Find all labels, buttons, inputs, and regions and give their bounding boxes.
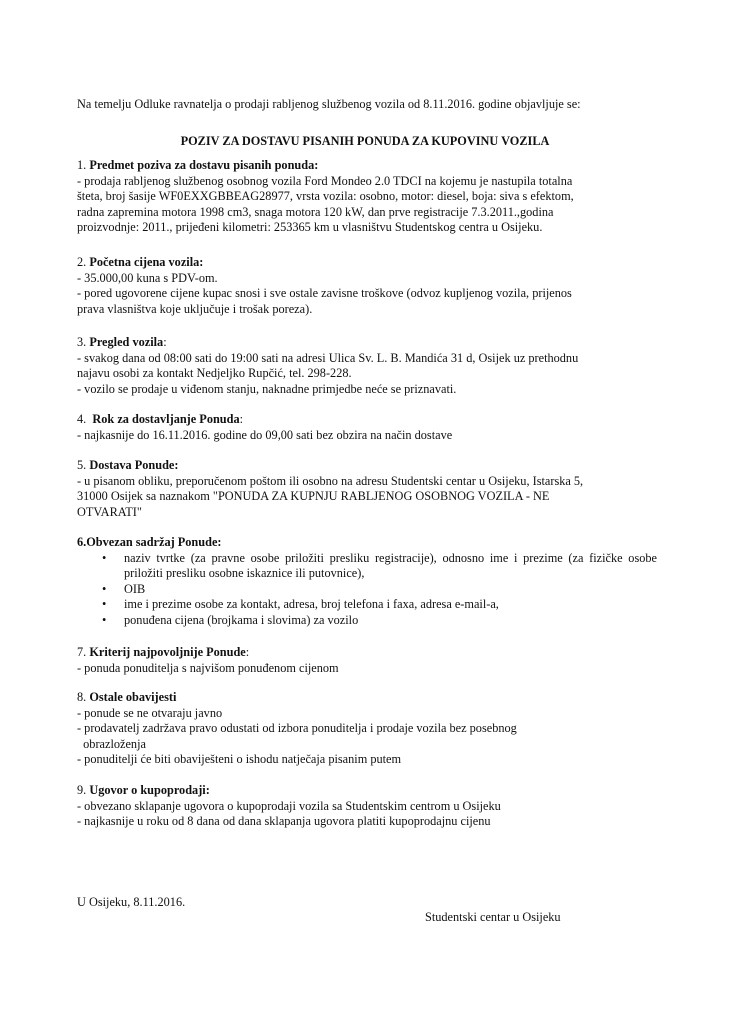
section-6 (77, 535, 657, 629)
section-line: - u pisanom obliku, preporučenom poštom ili osobno na adresu Studentski centar u Osijeku, Istarska 5, (77, 473, 584, 488)
list-item: • OIB (102, 581, 146, 596)
section-number: 5. (77, 458, 87, 472)
section-title: Dostava Ponude: (89, 458, 179, 472)
section-8 (77, 690, 657, 768)
section-line: OTVARATI" (77, 504, 142, 519)
section-2 (77, 255, 657, 317)
document-title: POZIV ZA DOSTAVU PISANIH PONUDA ZA KUPOVINU VOZILA (180, 134, 550, 148)
section-heading (77, 158, 657, 174)
section-number: 9. (77, 783, 87, 797)
section-line: 31000 Osijek sa naznakom "PONUDA ZA KUPNJU RABLJENOG OSOBNOG VOZILA - NE (77, 489, 550, 504)
intro-text: Na temelju Odluke ravnatelja o prodaji rabljenog službenog vozila od 8.11.2016. godine objavljuje se: (77, 97, 581, 111)
list-item: • naziv tvrtke (za pravne osobe priložiti presliku registracije), odnosno ime i prezime (za fizičke osobe priložiti presliku osobne iskaznice ili putovnice), (102, 550, 657, 581)
list-item: • ponuđena cijena (brojkama i slovima) za vozilo (102, 612, 359, 627)
section-line: proizvodnje: 2011., prijeđeni kilometri: 253365 km u vlasništvu Studentskog centra u Osijeku. (77, 220, 543, 235)
section-line: obrazloženja (77, 736, 146, 751)
section-title: Predmet poziva za dostavu pisanih ponuda: (89, 158, 319, 172)
section-line: najavu osobi za kontakt Nedjeljko Rupčić, tel. 298-228. (77, 366, 352, 381)
section-title: Ostale obavijesti (89, 690, 177, 704)
signature: Studentski centar u Osijeku (425, 910, 561, 924)
section-7 (77, 645, 657, 676)
section-line: - najkasnije do 16.11.2016. godine do 09,00 sati bez obzira na način dostave (77, 427, 453, 442)
section-line: - prodaja rabljenog službenog osobnog vozila Ford Mondeo 2.0 TDCI na kojemu je nastupila totalna (77, 173, 573, 188)
section-number: 4. (77, 412, 87, 426)
section-line: - ponuditelji će biti obaviješteni o ishodu natječaja pisanim putem (77, 752, 402, 767)
section-title: Kriterij najpovoljnije Ponude (89, 645, 246, 659)
list-item: • ime i prezime osobe za kontakt, adresa, broj telefona i faxa, adresa e-mail-a, (102, 597, 499, 612)
section-line: - svakog dana od 08:00 sati do 19:00 sati na adresi Ulica Sv. L. B. Mandića 31 d, Osijek uz prethodnu (77, 350, 579, 365)
section-heading: 7. Kriterij najpovoljnije Ponude: (77, 645, 250, 659)
section-number: 7. (77, 645, 87, 659)
section-4 (77, 412, 657, 443)
section-heading (77, 690, 657, 706)
bullet-list (77, 551, 657, 629)
section-number: 8. (77, 690, 87, 704)
section-line: - prodavatelj zadržava pravo odustati od izbora ponuditelja i prodaje vozila bez posebnog (77, 721, 517, 736)
place-date: U Osijeku, 8.11.2016. (77, 895, 186, 909)
bullet-icon: • (102, 612, 107, 627)
section-heading (77, 458, 657, 474)
section-line: radna zapremina motora 1998 cm3, snaga motora 120 kW, dan prve registracije 7.3.2011.,godina (77, 204, 554, 219)
section-line: - obvezano sklapanje ugovora o kupoprodaji vozila sa Studentskim centrom u Osijeku (77, 798, 501, 813)
section-number: 2. (77, 255, 87, 269)
section-heading: 3. Pregled vozila: (77, 335, 167, 349)
section-line: - vozilo se prodaje u viđenom stanju, naknadne primjedbe neće se priznavati. (77, 381, 457, 396)
bullet-icon: • (102, 597, 107, 612)
section-title: Početna cijena vozila: (89, 255, 204, 269)
bullet-icon: • (102, 550, 107, 565)
section-line: - ponude se ne otvaraju javno (77, 705, 223, 720)
section-1 (77, 158, 657, 236)
section-number: 6. (77, 535, 87, 549)
section-heading: 4. Rok za dostavljanje Ponuda: (77, 412, 244, 426)
section-title: Obvezan sadržaj Ponude: (86, 535, 222, 549)
section-title: Rok za dostavljanje Ponuda (92, 412, 240, 426)
section-heading (77, 783, 657, 799)
section-3 (77, 335, 657, 397)
section-number: 1. (77, 158, 87, 172)
section-9 (77, 783, 657, 830)
section-line: šteta, broj šasije WF0EXXGBBEAG28977, vrsta vozila: osobno, motor: diesel, boja: siva s efektom, (77, 189, 574, 204)
section-heading (77, 535, 657, 551)
bullet-icon: • (102, 581, 107, 596)
section-line: - najkasnije u roku od 8 dana od dana sklapanja ugovora platiti kupoprodajnu cijenu (77, 814, 491, 829)
section-line: - 35.000,00 kuna s PDV-om. (77, 270, 218, 285)
section-5 (77, 458, 657, 520)
section-title: Pregled vozila (89, 335, 164, 349)
section-title: Ugovor o kupoprodaji: (89, 783, 210, 797)
section-line: - pored ugovorene cijene kupac snosi i sve ostale zavisne troškove (odvoz kupljenog vozila, prijenos (77, 286, 572, 301)
section-number: 3. (77, 335, 87, 349)
section-heading (77, 255, 657, 271)
section-line: prava vlasništva koje uključuje i trošak poreza). (77, 301, 313, 316)
section-line: - ponuda ponuditelja s najvišom ponuđenom cijenom (77, 660, 339, 675)
